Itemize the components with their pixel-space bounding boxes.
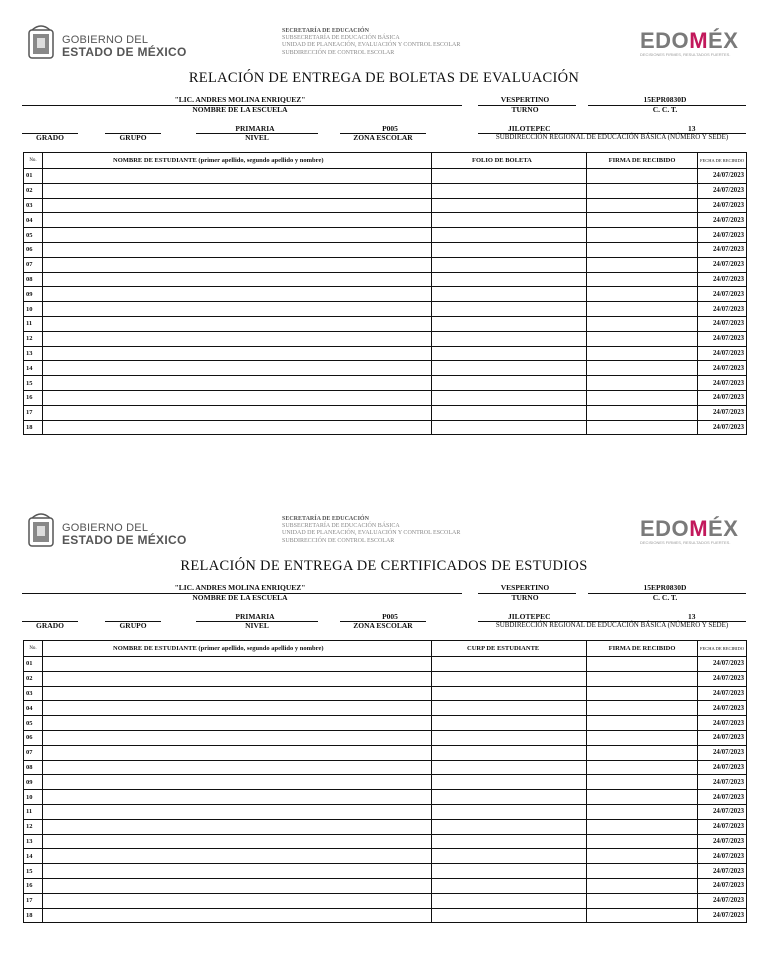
document-cell[interactable]	[432, 272, 587, 287]
signature-cell[interactable]	[587, 745, 698, 760]
student-name-cell[interactable]	[43, 819, 432, 834]
date-cell: 24/07/2023	[698, 760, 747, 775]
row-number: 15	[24, 376, 43, 391]
document-cell[interactable]	[432, 390, 587, 405]
date-cell: 24/07/2023	[698, 361, 747, 376]
document-cell[interactable]	[432, 198, 587, 213]
region-label: SUBDIRECCIÓN REGIONAL DE EDUCACIÓN BÁSICA (NÚMERO Y SEDE)	[495, 133, 729, 141]
signature-cell[interactable]	[587, 228, 698, 243]
date-cell: 24/07/2023	[698, 849, 747, 864]
document-cell[interactable]	[432, 893, 587, 908]
signature-cell[interactable]	[587, 716, 698, 731]
certificados-table	[23, 640, 747, 923]
student-name-cell[interactable]	[43, 716, 432, 731]
student-name-cell[interactable]	[43, 878, 432, 893]
zona-value: P005	[382, 612, 398, 621]
row-number: 05	[24, 228, 43, 243]
document-cell[interactable]	[432, 405, 587, 420]
col-curp-header: CURP DE ESTUDIANTE	[432, 641, 587, 657]
region-number: 13	[688, 612, 696, 621]
date-cell: 24/07/2023	[698, 242, 747, 257]
signature-cell[interactable]	[587, 864, 698, 879]
student-name-cell[interactable]	[43, 169, 432, 184]
table-row	[24, 804, 747, 819]
student-name-cell[interactable]	[43, 730, 432, 745]
date-cell: 24/07/2023	[698, 671, 747, 686]
table-row	[24, 775, 747, 790]
row-number: 18	[24, 420, 43, 435]
row-number: 09	[24, 775, 43, 790]
student-name-cell[interactable]	[43, 346, 432, 361]
subsecretaria-label: SUBSECRETARÍA DE EDUCACIÓN BÁSICA	[282, 35, 400, 42]
table-row	[24, 908, 747, 923]
signature-cell[interactable]	[587, 272, 698, 287]
page-title: RELACIÓN DE ENTREGA DE CERTIFICADOS DE ESTUDIOS	[180, 558, 588, 574]
date-cell: 24/07/2023	[698, 257, 747, 272]
student-name-cell[interactable]	[43, 183, 432, 198]
signature-cell[interactable]	[587, 804, 698, 819]
school-name-label: NOMBRE DE LA ESCUELA	[192, 593, 288, 602]
region-number: 13	[688, 124, 696, 133]
student-name-cell[interactable]	[43, 701, 432, 716]
row-number: 16	[24, 390, 43, 405]
boletas-table-body	[24, 169, 747, 435]
edomex-tagline: DECISIONES FIRMES, RESULTADOS FUERTES.	[640, 540, 731, 545]
signature-cell[interactable]	[587, 849, 698, 864]
student-name-cell[interactable]	[43, 849, 432, 864]
edomex-logo	[640, 30, 744, 57]
document-cell[interactable]	[432, 257, 587, 272]
table-row	[24, 302, 747, 317]
row-number: 03	[24, 198, 43, 213]
table-row	[24, 730, 747, 745]
subsecretaria-label: SUBSECRETARÍA DE EDUCACIÓN BÁSICA	[282, 523, 400, 530]
document-cell[interactable]	[432, 287, 587, 302]
table-row	[24, 716, 747, 731]
table-header-row	[24, 153, 747, 169]
table-row	[24, 257, 747, 272]
student-name-cell[interactable]	[43, 316, 432, 331]
secretaria-block	[282, 28, 460, 57]
date-cell: 24/07/2023	[698, 420, 747, 435]
signature-cell[interactable]	[587, 316, 698, 331]
table-row	[24, 686, 747, 701]
document-cell[interactable]	[432, 819, 587, 834]
signature-cell[interactable]	[587, 760, 698, 775]
document-cell[interactable]	[432, 331, 587, 346]
table-row	[24, 819, 747, 834]
table-row	[24, 420, 747, 435]
signature-cell[interactable]	[587, 405, 698, 420]
gobierno-logo	[26, 22, 187, 62]
nivel-value: PRIMARIA	[235, 124, 275, 133]
signature-cell[interactable]	[587, 213, 698, 228]
student-name-cell[interactable]	[43, 420, 432, 435]
signature-cell[interactable]	[587, 701, 698, 716]
col-firma-header: FIRMA DE RECIBIDO	[587, 153, 698, 169]
student-name-cell[interactable]	[43, 302, 432, 317]
grado-label: GRADO	[36, 133, 64, 142]
table-row	[24, 228, 747, 243]
signature-cell[interactable]	[587, 361, 698, 376]
date-cell: 24/07/2023	[698, 272, 747, 287]
document-cell[interactable]	[432, 242, 587, 257]
date-cell: 24/07/2023	[698, 183, 747, 198]
row-number: 06	[24, 730, 43, 745]
document-cell[interactable]	[432, 420, 587, 435]
signature-cell[interactable]	[587, 671, 698, 686]
student-name-cell[interactable]	[43, 376, 432, 391]
row-number: 08	[24, 272, 43, 287]
document-cell[interactable]	[432, 671, 587, 686]
signature-cell[interactable]	[587, 390, 698, 405]
document-cell[interactable]	[432, 834, 587, 849]
cct-value: 15EPR0830D	[643, 583, 687, 592]
gobierno-logo	[26, 510, 187, 550]
date-cell: 24/07/2023	[698, 701, 747, 716]
document-cell[interactable]	[432, 908, 587, 923]
row-number: 17	[24, 893, 43, 908]
signature-cell[interactable]	[587, 893, 698, 908]
date-cell: 24/07/2023	[698, 405, 747, 420]
table-row	[24, 169, 747, 184]
date-cell: 24/07/2023	[698, 834, 747, 849]
certificados-table-body	[24, 657, 747, 923]
row-number: 07	[24, 745, 43, 760]
document-cell[interactable]	[432, 775, 587, 790]
student-name-cell[interactable]	[43, 775, 432, 790]
row-number: 11	[24, 316, 43, 331]
cct-label: C. C. T.	[652, 105, 678, 114]
signature-cell[interactable]	[587, 657, 698, 672]
row-number: 11	[24, 804, 43, 819]
document-cell[interactable]	[432, 790, 587, 805]
student-name-cell[interactable]	[43, 228, 432, 243]
sede-value: JILOTEPEC	[508, 612, 551, 621]
table-row	[24, 864, 747, 879]
student-name-cell[interactable]	[43, 686, 432, 701]
table-row	[24, 346, 747, 361]
edomex-part-b: ÉX	[708, 28, 739, 53]
date-cell: 24/07/2023	[698, 908, 747, 923]
student-name-cell[interactable]	[43, 657, 432, 672]
document-cell[interactable]	[432, 878, 587, 893]
unidad-label: UNIDAD DE PLANEACIÓN, EVALUACIÓN Y CONTROL ESCOLAR	[282, 42, 461, 49]
date-cell: 24/07/2023	[698, 745, 747, 760]
document-cell[interactable]	[432, 169, 587, 184]
row-number: 07	[24, 257, 43, 272]
signature-cell[interactable]	[587, 376, 698, 391]
student-name-cell[interactable]	[43, 272, 432, 287]
document-cell[interactable]	[432, 716, 587, 731]
table-row	[24, 878, 747, 893]
signature-cell[interactable]	[587, 790, 698, 805]
table-row	[24, 893, 747, 908]
signature-cell[interactable]	[587, 730, 698, 745]
student-name-cell[interactable]	[43, 790, 432, 805]
document-cell[interactable]	[432, 864, 587, 879]
student-name-cell[interactable]	[43, 213, 432, 228]
edomex-tagline: DECISIONES FIRMES, RESULTADOS FUERTES.	[640, 52, 731, 57]
row-number: 14	[24, 849, 43, 864]
student-name-cell[interactable]	[43, 331, 432, 346]
row-number: 05	[24, 716, 43, 731]
table-row	[24, 287, 747, 302]
grupo-label: GRUPO	[119, 621, 147, 630]
row-number: 10	[24, 790, 43, 805]
signature-cell[interactable]	[587, 346, 698, 361]
signature-cell[interactable]	[587, 257, 698, 272]
cct-value: 15EPR0830D	[643, 95, 687, 104]
date-cell: 24/07/2023	[698, 169, 747, 184]
student-name-cell[interactable]	[43, 390, 432, 405]
nivel-label: NIVEL	[245, 621, 269, 630]
date-cell: 24/07/2023	[698, 864, 747, 879]
signature-cell[interactable]	[587, 686, 698, 701]
gobierno-line2: ESTADO DE MÉXICO	[62, 533, 187, 547]
edomex-part-a: EDO	[640, 516, 690, 541]
document-cell[interactable]	[432, 657, 587, 672]
secretaria-label: SECRETARÍA DE EDUCACIÓN	[282, 28, 369, 34]
document-cell[interactable]	[432, 745, 587, 760]
col-firma-header: FIRMA DE RECIBIDO	[587, 641, 698, 657]
state-seal-icon	[26, 510, 56, 548]
subdireccion-label: SUBDIRECCIÓN DE CONTROL ESCOLAR	[282, 49, 395, 56]
edomex-logo	[640, 518, 744, 545]
signature-cell[interactable]	[587, 775, 698, 790]
sede-value: JILOTEPEC	[508, 124, 551, 133]
col-nombre-header: NOMBRE DE ESTUDIANTE (primer apellido, segundo apellido y nombre)	[43, 153, 432, 169]
document-cell[interactable]	[432, 804, 587, 819]
student-name-cell[interactable]	[43, 198, 432, 213]
date-cell: 24/07/2023	[698, 878, 747, 893]
table-row	[24, 834, 747, 849]
row-number: 01	[24, 169, 43, 184]
student-name-cell[interactable]	[43, 745, 432, 760]
signature-cell[interactable]	[587, 331, 698, 346]
document-cell[interactable]	[432, 730, 587, 745]
document-cell[interactable]	[432, 849, 587, 864]
document-cell[interactable]	[432, 361, 587, 376]
table-row	[24, 213, 747, 228]
student-name-cell[interactable]	[43, 671, 432, 686]
student-name-cell[interactable]	[43, 242, 432, 257]
document-cell[interactable]	[432, 346, 587, 361]
student-name-cell[interactable]	[43, 834, 432, 849]
gobierno-line1: GOBIERNO DEL	[62, 34, 149, 46]
signature-cell[interactable]	[587, 878, 698, 893]
document-cell[interactable]	[432, 228, 587, 243]
table-row	[24, 745, 747, 760]
school-name-label: NOMBRE DE LA ESCUELA	[192, 105, 288, 114]
row-number: 06	[24, 242, 43, 257]
secretaria-block	[282, 516, 460, 545]
student-name-cell[interactable]	[43, 804, 432, 819]
signature-cell[interactable]	[587, 302, 698, 317]
turno-value: VESPERTINO	[500, 583, 550, 592]
student-name-cell[interactable]	[43, 257, 432, 272]
date-cell: 24/07/2023	[698, 302, 747, 317]
turno-label: TURNO	[511, 593, 539, 602]
row-number: 15	[24, 864, 43, 879]
table-row	[24, 316, 747, 331]
zona-value: P005	[382, 124, 398, 133]
student-name-cell[interactable]	[43, 361, 432, 376]
row-number: 04	[24, 213, 43, 228]
signature-cell[interactable]	[587, 198, 698, 213]
student-name-cell[interactable]	[43, 864, 432, 879]
unidad-label: UNIDAD DE PLANEACIÓN, EVALUACIÓN Y CONTROL ESCOLAR	[282, 530, 461, 537]
row-number: 08	[24, 760, 43, 775]
table-row	[24, 272, 747, 287]
col-fecha-header: FECHA DE RECIBIDO	[698, 153, 747, 169]
edomex-part-a: EDO	[640, 28, 690, 53]
col-folio-header: FOLIO DE BOLETA	[432, 153, 587, 169]
signature-cell[interactable]	[587, 169, 698, 184]
nivel-value: PRIMARIA	[235, 612, 275, 621]
state-seal-icon	[26, 22, 56, 60]
turno-label: TURNO	[511, 105, 539, 114]
row-number: 09	[24, 287, 43, 302]
date-cell: 24/07/2023	[698, 198, 747, 213]
table-row	[24, 701, 747, 716]
signature-cell[interactable]	[587, 287, 698, 302]
col-no-header: No.	[24, 641, 43, 657]
col-no-header: No.	[24, 153, 43, 169]
table-row	[24, 671, 747, 686]
grado-label: GRADO	[36, 621, 64, 630]
date-cell: 24/07/2023	[698, 657, 747, 672]
date-cell: 24/07/2023	[698, 775, 747, 790]
date-cell: 24/07/2023	[698, 819, 747, 834]
cct-label: C. C. T.	[652, 593, 678, 602]
gobierno-line2: ESTADO DE MÉXICO	[62, 45, 187, 59]
row-number: 04	[24, 701, 43, 716]
document-cell[interactable]	[432, 686, 587, 701]
table-row	[24, 405, 747, 420]
signature-cell[interactable]	[587, 183, 698, 198]
signature-cell[interactable]	[587, 908, 698, 923]
date-cell: 24/07/2023	[698, 316, 747, 331]
row-number: 02	[24, 183, 43, 198]
row-number: 10	[24, 302, 43, 317]
student-name-cell[interactable]	[43, 893, 432, 908]
date-cell: 24/07/2023	[698, 790, 747, 805]
table-row	[24, 760, 747, 775]
table-row	[24, 376, 747, 391]
date-cell: 24/07/2023	[698, 893, 747, 908]
signature-cell[interactable]	[587, 242, 698, 257]
signature-cell[interactable]	[587, 420, 698, 435]
table-row	[24, 849, 747, 864]
edomex-part-b: ÉX	[708, 516, 739, 541]
date-cell: 24/07/2023	[698, 390, 747, 405]
document-cell[interactable]	[432, 376, 587, 391]
row-number: 12	[24, 819, 43, 834]
table-row	[24, 198, 747, 213]
edomex-part-m: M	[689, 516, 709, 541]
grupo-label: GRUPO	[119, 133, 147, 142]
region-label: SUBDIRECCIÓN REGIONAL DE EDUCACIÓN BÁSICA (NÚMERO Y SEDE)	[495, 621, 729, 629]
page-title: RELACIÓN DE ENTREGA DE BOLETAS DE EVALUACIÓN	[188, 70, 580, 86]
signature-cell[interactable]	[587, 819, 698, 834]
col-nombre-header: NOMBRE DE ESTUDIANTE (primer apellido, segundo apellido y nombre)	[43, 641, 432, 657]
table-row	[24, 657, 747, 672]
col-fecha-header: FECHA DE RECIBIDO	[698, 641, 747, 657]
student-name-cell[interactable]	[43, 760, 432, 775]
subdireccion-label: SUBDIRECCIÓN DE CONTROL ESCOLAR	[282, 537, 395, 544]
row-number: 12	[24, 331, 43, 346]
boletas-table	[23, 152, 747, 435]
date-cell: 24/07/2023	[698, 213, 747, 228]
document-cell[interactable]	[432, 760, 587, 775]
table-row	[24, 242, 747, 257]
school-name: "LIC. ANDRES MOLINA ENRIQUEZ"	[174, 95, 306, 104]
row-number: 14	[24, 361, 43, 376]
table-row	[24, 361, 747, 376]
table-row	[24, 331, 747, 346]
student-name-cell[interactable]	[43, 287, 432, 302]
date-cell: 24/07/2023	[698, 376, 747, 391]
row-number: 17	[24, 405, 43, 420]
row-number: 02	[24, 671, 43, 686]
turno-value: VESPERTINO	[500, 95, 550, 104]
signature-cell[interactable]	[587, 834, 698, 849]
school-name: "LIC. ANDRES MOLINA ENRIQUEZ"	[174, 583, 306, 592]
document-cell[interactable]	[432, 701, 587, 716]
row-number: 13	[24, 834, 43, 849]
row-number: 03	[24, 686, 43, 701]
document-cell[interactable]	[432, 183, 587, 198]
table-row	[24, 790, 747, 805]
student-name-cell[interactable]	[43, 405, 432, 420]
date-cell: 24/07/2023	[698, 804, 747, 819]
row-number: 16	[24, 878, 43, 893]
document-cell[interactable]	[432, 302, 587, 317]
edomex-part-m: M	[689, 28, 709, 53]
secretaria-label: SECRETARÍA DE EDUCACIÓN	[282, 516, 369, 522]
date-cell: 24/07/2023	[698, 730, 747, 745]
document-cell[interactable]	[432, 316, 587, 331]
date-cell: 24/07/2023	[698, 346, 747, 361]
zona-label: ZONA ESCOLAR	[353, 621, 413, 630]
table-row	[24, 390, 747, 405]
date-cell: 24/07/2023	[698, 686, 747, 701]
date-cell: 24/07/2023	[698, 287, 747, 302]
zona-label: ZONA ESCOLAR	[353, 133, 413, 142]
gobierno-line1: GOBIERNO DEL	[62, 522, 149, 534]
table-row	[24, 183, 747, 198]
date-cell: 24/07/2023	[698, 331, 747, 346]
date-cell: 24/07/2023	[698, 716, 747, 731]
row-number: 18	[24, 908, 43, 923]
nivel-label: NIVEL	[245, 133, 269, 142]
table-header-row	[24, 641, 747, 657]
row-number: 01	[24, 657, 43, 672]
row-number: 13	[24, 346, 43, 361]
date-cell: 24/07/2023	[698, 228, 747, 243]
student-name-cell[interactable]	[43, 908, 432, 923]
document-cell[interactable]	[432, 213, 587, 228]
